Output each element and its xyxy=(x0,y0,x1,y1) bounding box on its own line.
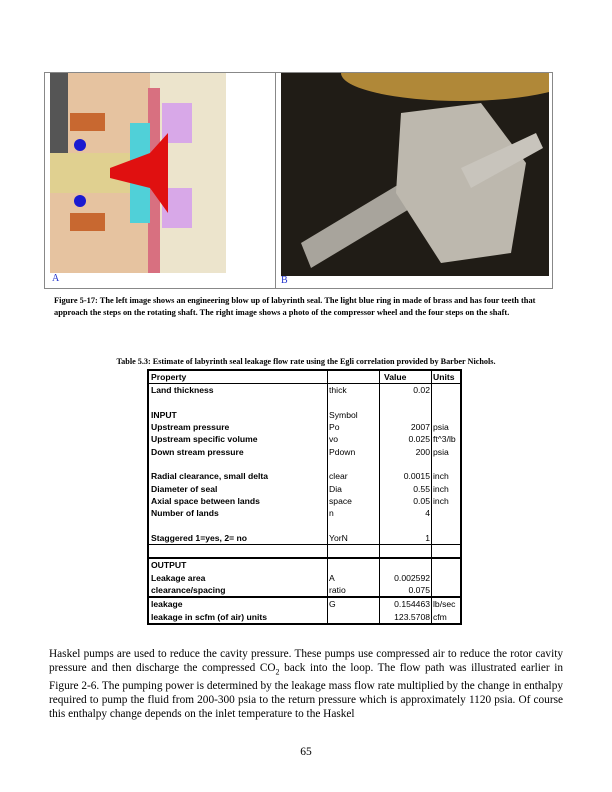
cell-property: Land thickness xyxy=(151,385,214,396)
cell-property: Upstream specific volume xyxy=(151,434,258,445)
cell-value xyxy=(381,520,430,532)
cell-symbol: n xyxy=(329,508,334,519)
header-units: Units xyxy=(433,372,455,382)
cell-value: 0.0015 xyxy=(403,471,430,482)
col-divider xyxy=(431,371,432,623)
cell-units: lb/sec xyxy=(433,599,456,610)
table-row xyxy=(149,611,460,623)
page-number: 65 xyxy=(300,746,312,758)
cell-value: 0.154463 xyxy=(394,599,430,610)
cell-property: Axial space between lands xyxy=(151,495,260,506)
table-row xyxy=(149,483,460,495)
cell-value: 0.002592 xyxy=(394,572,430,583)
leakage-table xyxy=(147,369,462,625)
cell-property: Staggered 1=yes, 2= no xyxy=(151,532,248,543)
cell-property: Down stream pressure xyxy=(151,446,244,457)
cell-value: 0.05 xyxy=(413,495,430,506)
cell-units: inch xyxy=(433,483,449,494)
cell-property: Upstream pressure xyxy=(151,422,230,433)
header-value: Value xyxy=(384,372,407,382)
cell-value: 0.02 xyxy=(413,385,430,396)
table-row xyxy=(149,520,460,532)
cell-units: psia xyxy=(433,446,449,457)
cell-units: cfm xyxy=(433,611,447,622)
table-row xyxy=(149,596,460,610)
cell-property: clearance/spacing xyxy=(151,585,226,596)
cell-property: INPUT xyxy=(151,409,177,420)
table-row xyxy=(149,544,460,557)
table-row xyxy=(149,397,460,409)
cell-value: 0.025 xyxy=(408,434,430,445)
figure-label-b: B xyxy=(281,275,288,286)
cell-value: 4 xyxy=(425,508,430,519)
cell-symbol: vo xyxy=(329,434,339,445)
table-row xyxy=(149,557,460,571)
col-divider xyxy=(379,371,380,623)
figure-label-a: A xyxy=(52,273,60,284)
table-row xyxy=(149,572,460,584)
cell-value xyxy=(381,409,430,421)
cell-symbol: Dia xyxy=(329,483,342,494)
cell-property: Diameter of seal xyxy=(151,483,218,494)
table-row xyxy=(149,584,460,596)
col-divider xyxy=(327,371,328,623)
cell-value xyxy=(381,458,430,470)
table-row xyxy=(149,507,460,519)
table-row xyxy=(149,495,460,507)
cell-value: 200 xyxy=(415,446,430,457)
cell-value: 0.55 xyxy=(413,483,430,494)
cell-property: OUTPUT xyxy=(151,560,187,571)
cell-symbol: G xyxy=(329,599,336,610)
cell-value: 123.5708 xyxy=(394,611,430,622)
table-row xyxy=(149,421,460,433)
body-paragraph xyxy=(49,647,563,721)
cell-property: leakage xyxy=(151,599,183,610)
labyrinth-seal-drawing xyxy=(50,73,226,273)
cell-value xyxy=(381,559,430,571)
cell-units: psia xyxy=(433,422,449,433)
table-row xyxy=(149,384,460,396)
table-header xyxy=(149,371,460,384)
cell-value: 2007 xyxy=(410,422,430,433)
cell-property: leakage in scfm (of air) units xyxy=(151,611,268,622)
cell-symbol: YorN xyxy=(329,532,348,543)
cell-symbol: ratio xyxy=(329,585,346,596)
cell-symbol: Symbol xyxy=(329,409,358,420)
compressor-wheel-photo xyxy=(281,73,549,276)
cell-symbol: A xyxy=(329,572,335,583)
table-row xyxy=(149,458,460,470)
table-row xyxy=(149,409,460,421)
cell-symbol: clear xyxy=(329,471,348,482)
table-row xyxy=(149,433,460,445)
table-row xyxy=(149,532,460,544)
figure-5-17 xyxy=(44,72,553,289)
cell-symbol: thick xyxy=(329,385,347,396)
table-caption: Table 5.3: Estimate of labyrinth seal leakage flow rate using the Egli correlation provided by Barber Nichols. xyxy=(116,357,496,366)
cell-property: Radial clearance, small delta xyxy=(151,471,269,482)
cell-units: inch xyxy=(433,495,449,506)
header-property: Property xyxy=(151,372,187,382)
body-text: back into the loop. The flow path was illustrated earlier in Figure 2-6. The pumping power is determined by the leakage mass flow rate multiplied by the change in enthalpy required to pump the fluid from 200-300 psia to the return pressure which is approximately 1120 psia. Of course this enthalpy change depends on the inlet temperature to the Haskel xyxy=(49,662,563,721)
cell-property: Number of lands xyxy=(151,508,219,519)
body-text: Haskel pumps are used to reduce the cavity pressure. These pumps use compressed air to reduce the rotor cavity pressure and then discharge the compressed CO xyxy=(49,648,563,674)
cell-units: ft^3/lb xyxy=(433,434,456,445)
cell-value xyxy=(381,397,430,409)
cell-symbol: Pdown xyxy=(329,446,356,457)
table-row xyxy=(149,470,460,482)
subscript: 2 xyxy=(275,667,280,677)
cell-value xyxy=(381,545,430,557)
cell-value: 1 xyxy=(425,532,430,543)
figure-divider xyxy=(275,73,276,288)
figure-caption: Figure 5-17: The left image shows an engineering blow up of labyrinth seal. The light blue ring in made of brass and has four teeth that approach the steps on the rotating shaft. The right image shows a photo of the compressor wheel and the four steps on the shaft. xyxy=(54,296,536,317)
table-row xyxy=(149,446,460,458)
cell-value: 0.075 xyxy=(408,585,430,596)
cell-units: inch xyxy=(433,471,449,482)
cell-symbol: Po xyxy=(329,422,340,433)
cell-symbol: space xyxy=(329,495,352,506)
cell-property: Leakage area xyxy=(151,572,206,583)
